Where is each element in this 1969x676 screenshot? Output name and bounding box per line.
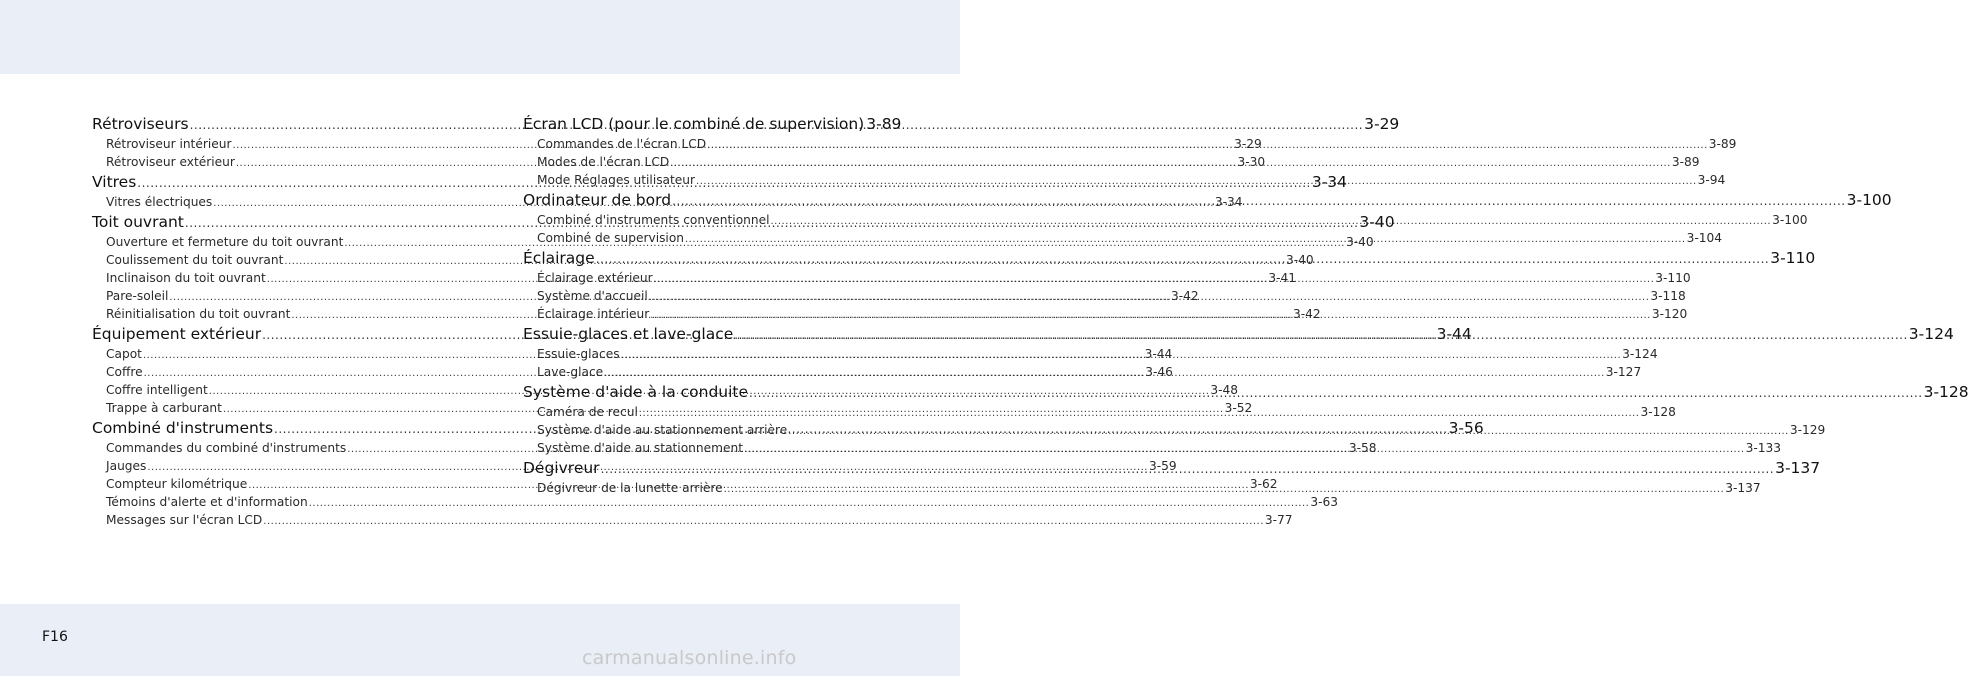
toc-item[interactable] [92, 493, 1338, 511]
toc-entry-page: 3-41 [1268, 271, 1297, 285]
toc-entry-page: 3-110 [1770, 249, 1816, 267]
toc-entry-label: Modes de l'écran LCD [537, 155, 670, 169]
dot-leader [263, 513, 1264, 531]
toc-entry-label: Éclairage [523, 249, 595, 267]
toc-entry-label: Dégivreur de la lunette arrière [537, 481, 723, 495]
toc-entry-page: 3-34 [1311, 173, 1348, 191]
toc-entry-label: Rétroviseurs [92, 115, 189, 133]
dot-leader [639, 405, 1640, 423]
toc-entry-page: 3-110 [1655, 271, 1691, 285]
toc-entry-page: 3-62 [1249, 477, 1278, 491]
toc-entry-page: 3-128 [1923, 383, 1969, 401]
toc-entry-label: Réinitialisation du toit ouvrant [106, 307, 291, 321]
toc-entry-page: 3-63 [1310, 495, 1338, 509]
toc-entry-page: 3-46 [1145, 365, 1173, 379]
dot-leader [654, 271, 1655, 289]
toc-entry-label: Coffre [106, 365, 143, 379]
toc-entry-label: Mode Réglages utilisateur [537, 173, 696, 187]
toc-entry-label: Combiné d'instruments [92, 419, 274, 437]
toc-entry-page: 3-100 [1772, 213, 1808, 227]
footer-band [0, 604, 960, 676]
toc-entry-page: 3-59 [1148, 459, 1177, 473]
toc-entry-label: Commandes du combiné d'instruments [106, 441, 347, 455]
toc-entry-page: 3-40 [1345, 235, 1374, 249]
toc-entry-page: 3-34 [1214, 195, 1243, 209]
dot-leader [596, 248, 1770, 270]
toc-entry-label: Combiné d'instruments conventionnel [537, 213, 770, 227]
toc-entry-label: Dégivreur [523, 459, 600, 477]
page-number: F16 [42, 629, 68, 645]
toc-entry-page: 3-133 [1745, 441, 1782, 455]
toc-entry-page: 3-58 [1348, 441, 1377, 455]
header-band [0, 0, 960, 74]
toc-entry-label: Compteur kilométrique [106, 477, 248, 491]
toc-entry-label: Trappe à carburant [106, 401, 222, 415]
toc-entry-page: 3-127 [1605, 365, 1642, 379]
toc-entry-page: 3-118 [1650, 289, 1686, 303]
toc-entry-label: Vitres [92, 173, 137, 191]
toc-entry-label: Caméra de recul [537, 405, 638, 419]
watermark: carmanualsonline.info [582, 647, 797, 669]
toc-entry-page: 3-42 [1170, 289, 1199, 303]
dot-leader [724, 481, 1725, 499]
toc-entry-page: 3-94 [1697, 173, 1726, 187]
toc-entry-page: 3-89 [1671, 155, 1700, 169]
dot-leader [771, 213, 1772, 231]
toc-entry-label: Toit ouvrant [92, 213, 184, 231]
toc-entry-label: Commandes de l'écran LCD [537, 137, 707, 151]
dot-leader [707, 137, 1708, 155]
toc-entry-page: 3-137 [1775, 459, 1821, 477]
dot-leader [601, 458, 1775, 480]
toc-entry-label: Système d'accueil [537, 289, 648, 303]
toc-entry-label: Essuie-glaces [537, 347, 620, 361]
dot-leader [696, 173, 1697, 191]
toc-entry-page: 3-56 [1448, 419, 1484, 437]
toc-entry-page: 3-44 [1144, 347, 1173, 361]
toc-entry-page: 3-129 [1789, 423, 1826, 437]
toc-heading[interactable] [523, 113, 902, 135]
dot-leader [670, 155, 1671, 173]
toc-entry-page: 3-29 [1364, 115, 1400, 133]
toc-entry-label: Capot [106, 347, 142, 361]
dot-leader [649, 289, 1650, 307]
toc-entry-label: Témoins d'alerte et d'information [106, 495, 308, 509]
dot-leader [685, 231, 1686, 249]
dot-leader [734, 324, 1908, 346]
toc-item[interactable] [92, 511, 1293, 529]
toc-entry-page: 3-40 [1286, 253, 1314, 267]
toc-entry-page: 3-52 [1224, 401, 1253, 415]
toc-entry-page: 3-100 [1846, 191, 1892, 209]
toc-entry-label: Ouverture et fermeture du toit ouvrant [106, 235, 344, 249]
dot-leader [650, 307, 1651, 325]
toc-entry-label: Système d'aide au stationnement [537, 441, 743, 455]
toc-entry-label: Écran LCD (pour le combiné de supervision) [523, 115, 865, 133]
toc-entry-page: 3-137 [1725, 481, 1761, 495]
dot-leader [672, 190, 1846, 212]
toc-entry-page: 3-128 [1640, 405, 1676, 419]
toc-entry-page: 3-42 [1292, 307, 1321, 321]
dot-leader [788, 423, 1789, 441]
toc-entry-label: Lave-glace [537, 365, 604, 379]
toc-entry-label: Rétroviseur extérieur [106, 155, 235, 169]
toc-entry-label: Équipement extérieur [92, 325, 262, 343]
toc-entry-label: Coffre intelligent [106, 383, 208, 397]
toc-entry-label: Inclinaison du toit ouvrant [106, 271, 266, 285]
toc-entry-label: Pare-soleil [106, 289, 169, 303]
dot-leader [749, 382, 1923, 404]
dot-leader [744, 441, 1745, 459]
toc-entry-label: Coulissement du toit ouvrant [106, 253, 284, 267]
toc-entry-page: 3-40 [1359, 213, 1395, 231]
toc-entry-page: 3-29 [1234, 137, 1262, 151]
toc-entry-page: 3-48 [1210, 383, 1239, 397]
toc-entry-label: Jauges [106, 459, 147, 473]
toc-entry-label: Système d'aide au stationnement arrière [537, 423, 788, 437]
toc-entry-label: Ordinateur de bord [523, 191, 672, 209]
toc-entry-page: 3-89 [1708, 137, 1737, 151]
dot-leader [621, 347, 1622, 365]
toc-entry-label: Éclairage extérieur [537, 271, 653, 285]
toc-entry-page: 3-104 [1686, 231, 1723, 245]
toc-entry-page: 3-89 [866, 115, 902, 133]
toc-entry-page: 3-77 [1264, 513, 1293, 527]
toc-entry-label: Rétroviseur intérieur [106, 137, 232, 151]
toc-entry-label: Messages sur l'écran LCD [106, 513, 263, 527]
dot-leader [604, 365, 1605, 383]
toc-entry-page: 3-120 [1651, 307, 1688, 321]
toc-entry-label: Système d'aide à la conduite [523, 383, 749, 401]
toc-entry-page: 3-30 [1237, 155, 1266, 169]
toc-entry-label: Essuie-glaces et lave-glace [523, 325, 734, 343]
toc-entry-label: Combiné de supervision [537, 231, 684, 245]
toc-entry-page: 3-44 [1436, 325, 1472, 343]
toc-entry-label: Vitres électriques [106, 195, 213, 209]
toc-entry-page: 3-124 [1908, 325, 1954, 343]
toc-entry-label: Éclairage intérieur [537, 307, 650, 321]
toc-entry-page: 3-124 [1622, 347, 1658, 361]
